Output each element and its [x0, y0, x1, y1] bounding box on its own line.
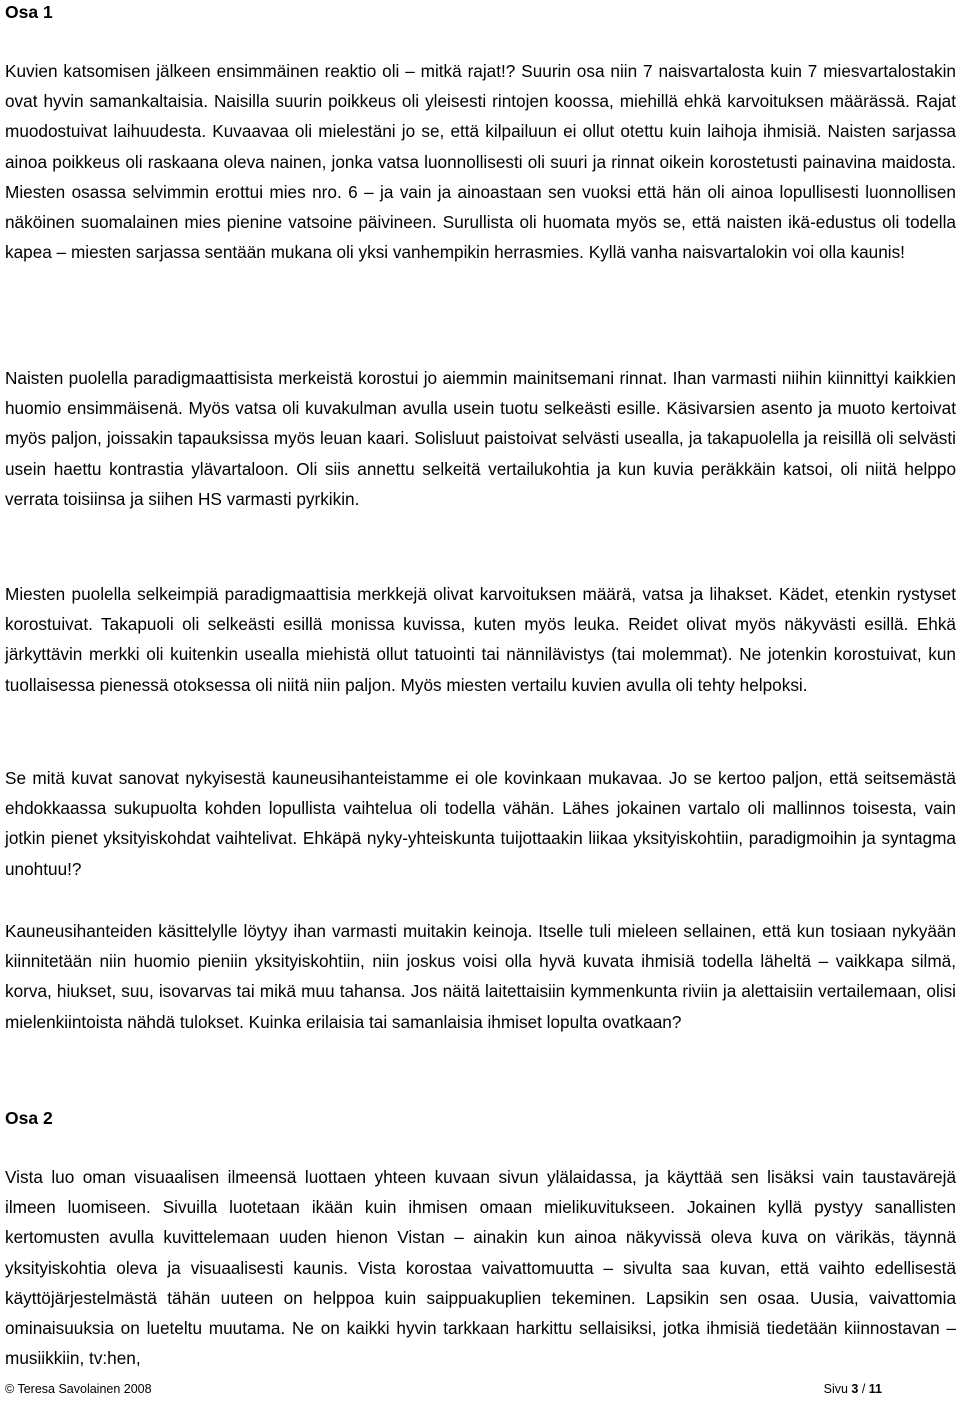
- section-heading-osa-2: Osa 2: [5, 1108, 53, 1128]
- page-number: [824, 1381, 882, 1397]
- page-current: 3: [851, 1382, 859, 1396]
- paragraph-2: Naisten puolella paradigmaattisista merkeistä korostui jo aiemmin mainitsemani rinnat. Ihan varmasti niihin kiinnittyi kaikkien huomio ensimmäisenä. Myös vatsa oli kuvakulman avulla usein tuotu selkeästi esille. Käsivarsien asento ja muoto kertoivat myös paljon, joissakin tapauksissa myös leuan kaari. Solisluut paistoivat selvästi usealla, ja takapuolella ja reisillä oli selvästi usein haettu kontrastia ylävartaloon. Oli siis annettu selkeitä vertailukohtia ja kun kuvia peräkkäin katsoi, oli niitä helppo verrata toisiinsa ja siihen HS varmasti pyrkikin.: [5, 368, 956, 509]
- paragraph-3: Miesten puolella selkeimpiä paradigmaattisia merkkejä olivat karvoituksen määrä, vatsa ja lihakset. Kädet, etenkin rystyset korostuivat. Takapuoli oli selkeästi esillä monissa kuvissa, kuten myös leuka. Reidet olivat myös näkyvästi esillä. Ehkä järkyttävin merkki oli kuitenkin usealla miehistä ollut tatuointi tai nännilävistys (tai molemmat). Ne jotenkin korostuivat, kun tuollaisessa pienessä otoksessa oli niitä niin paljon. Myös miesten vertailu kuvien avulla oli tehty helpoksi.: [5, 584, 956, 695]
- paragraph-5: Kauneusihanteiden käsittelylle löytyy ihan varmasti muitakin keinoja. Itselle tuli mieleen sellainen, että kun tosiaan nykyään kiinnitetään niin huomio pieniin yksityiskohtiin, niin joskus voisi olla hyvä kuvata ihmisiä todella läheltä – vaikkapa silmä, korva, hiukset, suu, isovarvas tai mikä muu tahansa. Jos näitä laitettaisiin kymmenkunta riviin ja alettaisiin vertailemaan, olisi mielenkiintoista nähdä tulokset. Kuinka erilaisia tai samanlaisia ihmiset lopulta ovatkaan?: [5, 921, 956, 1032]
- page-total: 11: [868, 1382, 882, 1396]
- page-separator: /: [858, 1382, 869, 1396]
- paragraph-6: Vista luo oman visuaalisen ilmeensä luottaen yhteen kuvaan sivun ylälaidassa, ja käyttää sen lisäksi vain taustavärejä ilmeen luomiseen. Sivuilla luotetaan ikään kuin ihmisen omaan mielikuvitukseen. Jokainen kyllä pystyy sanallisten kertomusten avulla kuvittelemaan uuden hienon Vistan – ainakin kun ainoa näkyvissä oleva kuva on värikäs, täynnä yksityiskohtia oleva ja visuaalisesti kaunis. Vista korostaa vaivattomuutta – sivulta saa kuvan, että vaihto edellisestä käyttöjärjestelmästä tähän uuteen on helppoa kuin saippuakuplien tekeminen. Lapsikin sen osaa. Uusia, vaivattomia ominaisuuksia on lueteltu muutama. Ne on kaikki hyvin tarkkaan harkittu sellaisiksi, jotka ihmisiä tiedetään kiinnostavan – musiikkiin, tv:hen,: [5, 1167, 956, 1369]
- section-heading-osa-1: Osa 1: [5, 2, 53, 22]
- page-prefix: Sivu: [823, 1382, 852, 1396]
- paragraph-1: Kuvien katsomisen jälkeen ensimmäinen reaktio oli – mitkä rajat!? Suurin osa niin 7 naisvartalosta kuin 7 miesvartalostakin ovat hyvin samankaltaisia. Naisilla suurin poikkeus oli yleisesti rintojen koossa, miehillä ehkä karvoituksen määrässä. Rajat muodostuivat laihuudesta. Kuvaavaa oli mielestäni jo se, että kilpailuun ei ollut otettu kuin laihoja ihmisiä. Naisten sarjassa ainoa poikkeus oli raskaana oleva nainen, jonka vatsa luonnollisesti oli suuri ja rinnat oikein korostetusti painavina maidosta. Miesten osassa selvimmin erottui mies nro. 6 – ja vain ja ainoastaan sen vuoksi että hän oli ainoa lopullisesti luonnollisen näköinen suomalainen mies pienine vatsoine päivineen. Surullista oli huomata myös se, että naisten ikä-edustus oli todella kapea – miesten sarjassa sentään mukana oli yksi vanhempikin herrasmies. Kyllä vanha naisvartalokin voi olla kaunis!: [5, 61, 956, 263]
- copyright-text: © Teresa Savolainen 2008: [5, 1382, 152, 1396]
- paragraph-4: Se mitä kuvat sanovat nykyisestä kauneusihanteistamme ei ole kovinkaan mukavaa. Jo se kertoo paljon, että seitsemästä ehdokkaassa sukupuolta kohden lopullista vaihtelua oli todella vähän. Lähes jokainen vartalo oli mallinnos toisesta, vain jotkin pienet yksityiskohdat vaihtelivat. Ehkäpä nyky-yhteiskunta tuijottaakin liikaa yksityiskohtiin, paradigmoihin ja syntagma unohtuu!?: [5, 768, 956, 879]
- page-footer: [5, 1381, 882, 1397]
